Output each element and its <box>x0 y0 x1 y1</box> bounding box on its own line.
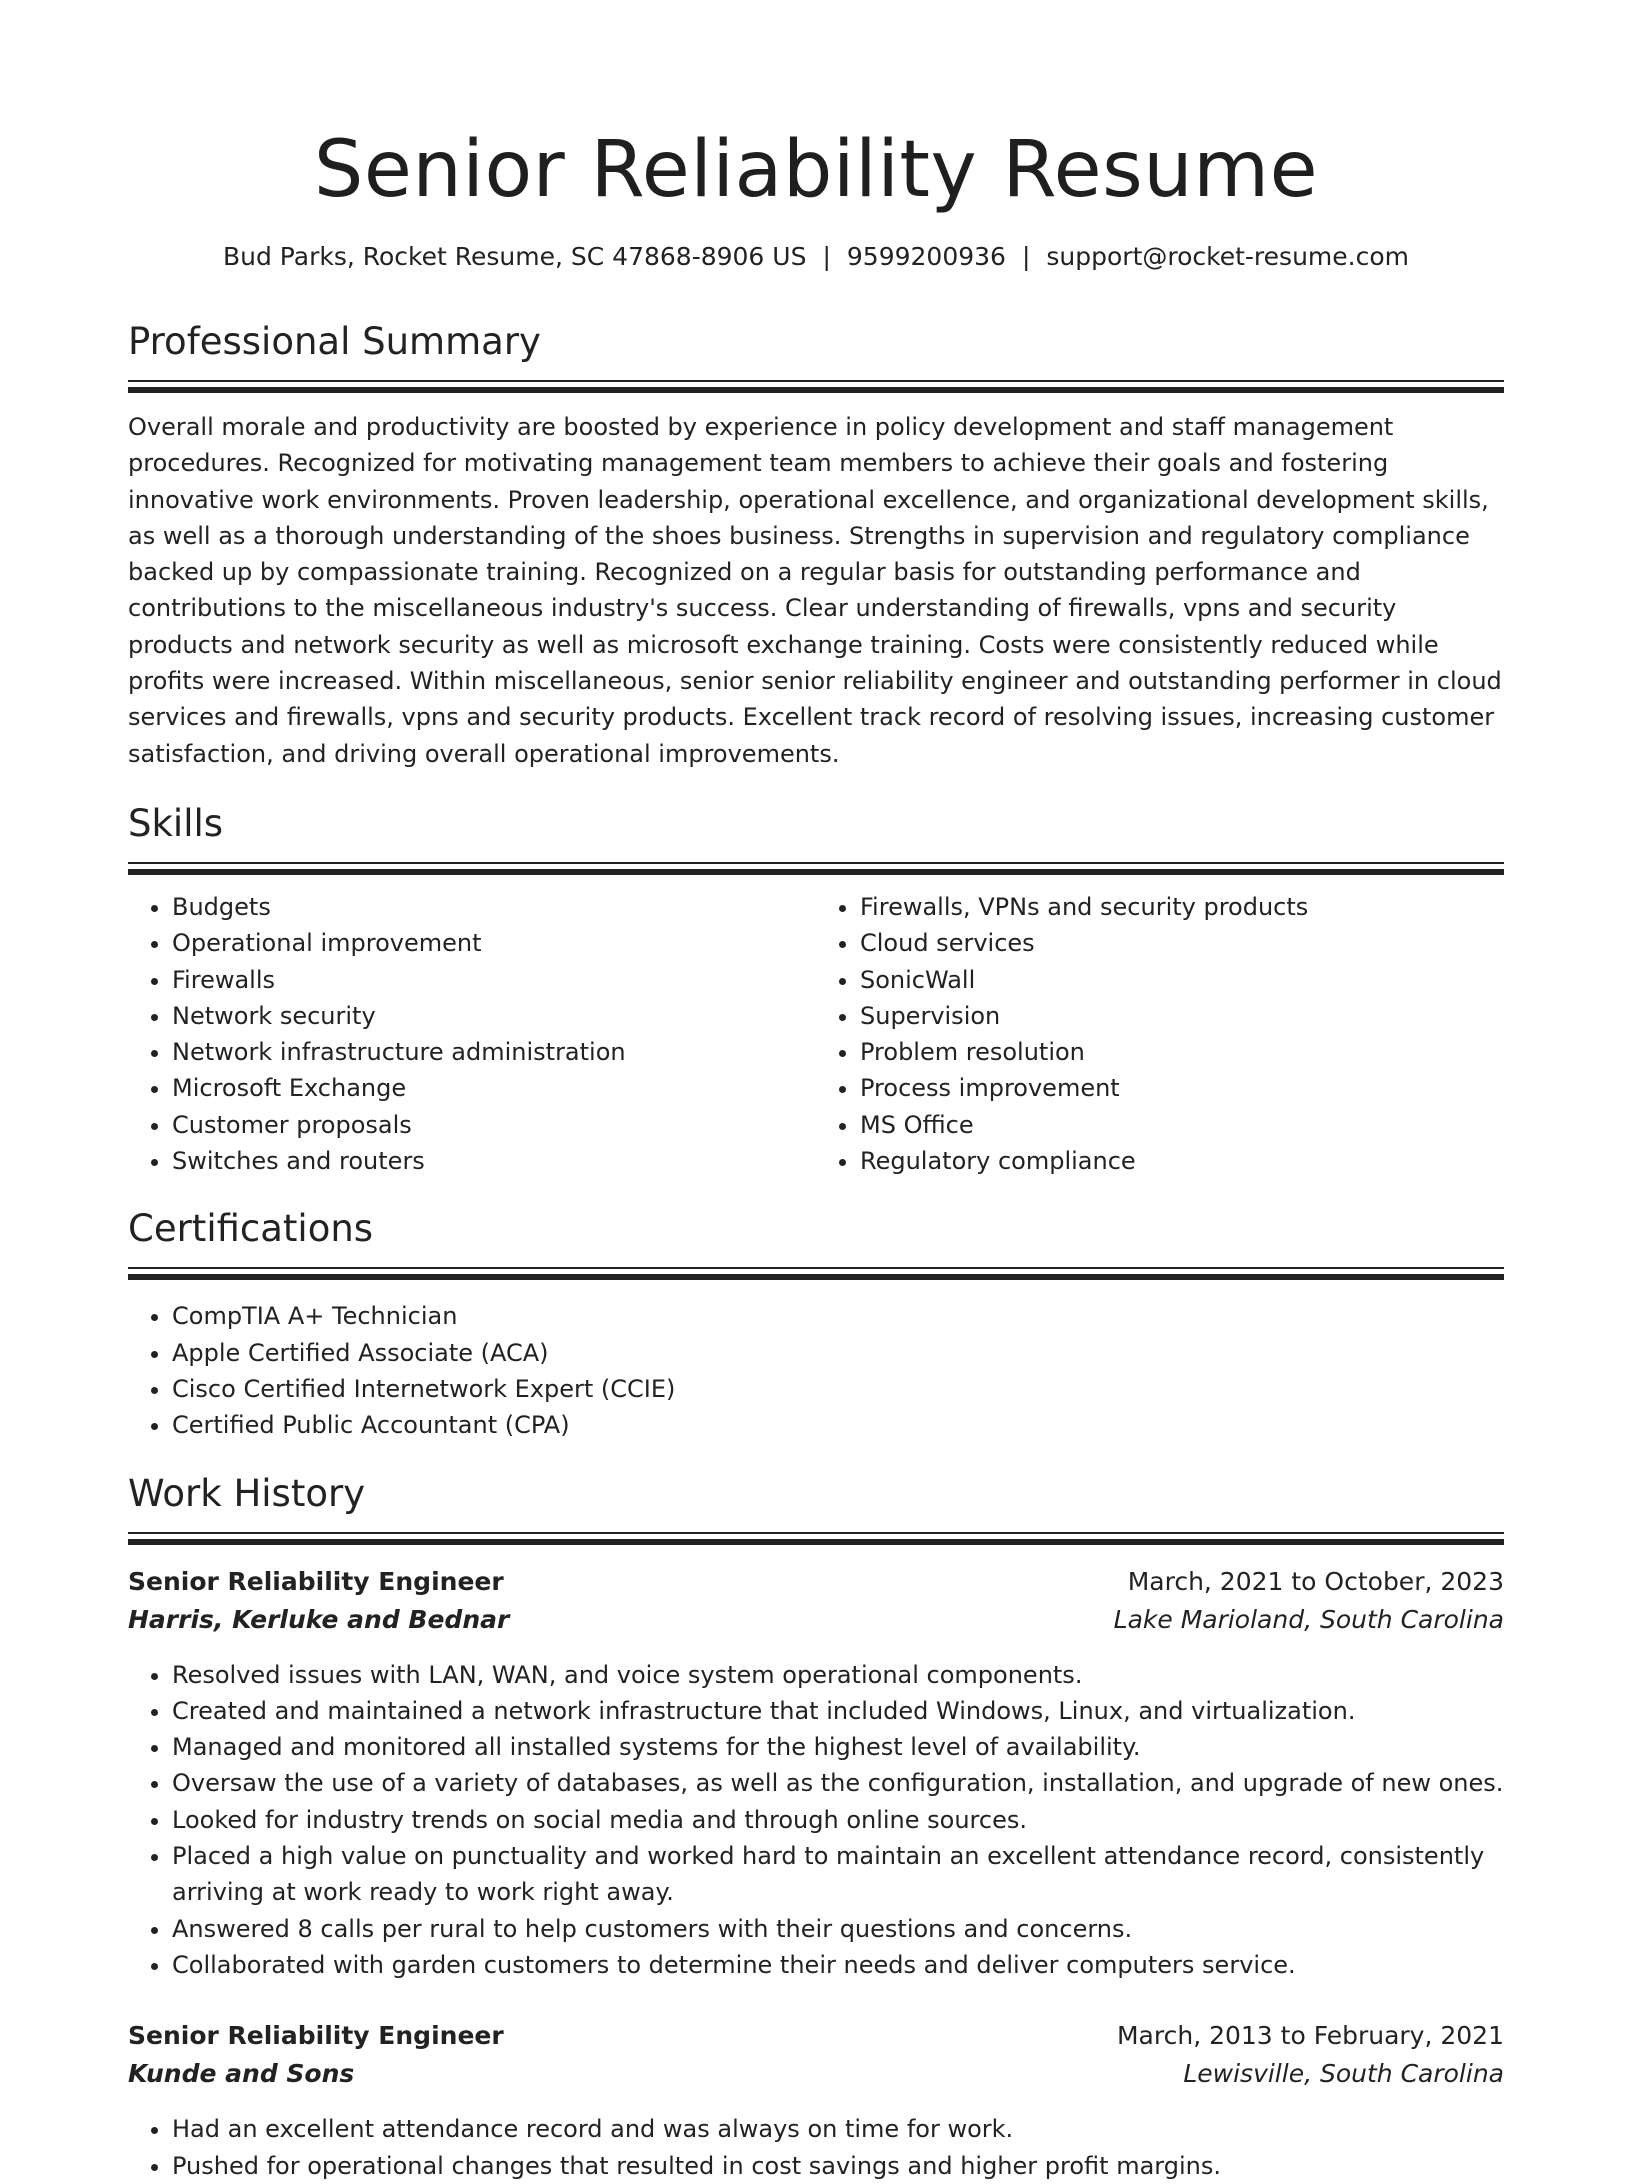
skill-item: • Budgets <box>172 889 816 925</box>
skills-list-left <box>128 889 816 1179</box>
job-bullet: • Collaborated with garden customers to determine their needs and deliver computers service. <box>172 1947 1504 1983</box>
section-divider <box>128 380 1504 393</box>
summary-text: Overall morale and productivity are boosted by experience in policy development and staff management procedures. Recognized for motivating management team members to achieve their goals and fostering innovative work environments. Proven leadership, operational excellence, and organizational development skills, as well as a thorough understanding of the shoes business. Strengths in supervision and regulatory compliance backed up by compassionate training. Recognized on a regular basis for outstanding performance and contributions to the miscellaneous industry's success. Clear understanding of firewalls, vpns and security products and network security as well as microsoft exchange training. Costs were consistently reduced while profits were increased. Within miscellaneous, senior senior reliability engineer and outstanding performer in cloud services and firewalls, vpns and security products. Excellent track record of resolving issues, increasing customer satisfaction, and driving overall operational improvements. <box>128 413 1502 768</box>
job-subheader-row <box>128 1601 1504 1639</box>
page-title: Senior Reliability Resume <box>313 125 1319 215</box>
skill-item: • Supervision <box>860 998 1504 1034</box>
skills-grid <box>128 889 1504 1179</box>
job-bullet: • Placed a high value on punctuality and worked hard to maintain an excellent attendance record, consistently arriving at work ready to work right away. <box>172 1838 1504 1911</box>
job-header-row <box>128 1563 1504 1601</box>
skill-item: • MS Office <box>860 1107 1504 1143</box>
job-bullet: • Had an excellent attendance record and was always on time for work. <box>172 2111 1504 2147</box>
section-divider <box>128 862 1504 875</box>
job-dates: March, 2013 to February, 2021 <box>1116 2021 1504 2051</box>
section-heading: Professional Summary <box>128 320 541 363</box>
contact-separator: | <box>1021 242 1031 271</box>
skill-item: • SonicWall <box>860 962 1504 998</box>
job-dates: March, 2021 to October, 2023 <box>1127 1566 1504 1596</box>
job-header-row <box>128 2017 1504 2055</box>
resume-page <box>128 0 1504 2184</box>
job-title: Senior Reliability Engineer <box>128 2021 504 2051</box>
contact-phone: 9599200936 <box>846 242 1006 271</box>
skill-item: • Operational improvement <box>172 925 816 961</box>
skill-item: • Problem resolution <box>860 1034 1504 1070</box>
job-bullet: • Resolved issues with LAN, WAN, and voice system operational components. <box>172 1657 1504 1693</box>
skills-list-right <box>816 889 1504 1179</box>
skills-section <box>128 800 1504 1179</box>
skill-item: • Customer proposals <box>172 1107 816 1143</box>
skill-item: • Process improvement <box>860 1070 1504 1106</box>
job-company: Kunde and Sons <box>128 2059 355 2089</box>
contact-separator: | <box>822 242 831 271</box>
skill-item: • Regulatory compliance <box>860 1143 1504 1179</box>
job-location: Lewisville, South Carolina <box>1183 2059 1504 2089</box>
job-title: Senior Reliability Engineer <box>128 1566 504 1596</box>
skill-item: • Network infrastructure administration <box>172 1034 816 1070</box>
section-divider <box>128 1267 1504 1280</box>
skill-item: • Network security <box>172 998 816 1034</box>
contact-line <box>128 240 1504 274</box>
job-bullet: • Oversaw the use of a variety of databases, as well as the configuration, installation, and upgrade of new ones. <box>172 1765 1504 1801</box>
skill-item: • Switches and routers <box>172 1143 816 1179</box>
job-company: Harris, Kerluke and Bednar <box>128 1604 510 1634</box>
skill-item: • Microsoft Exchange <box>172 1070 816 1106</box>
contact-email: support@rocket-resume.com <box>1046 242 1409 271</box>
contact-address: Bud Parks, Rocket Resume, SC 47868-8906 US <box>223 242 807 271</box>
job-bullets <box>128 2111 1504 2184</box>
section-heading: Skills <box>128 801 224 845</box>
job-bullet: • Managed and monitored all installed systems for the highest level of availability. <box>172 1729 1504 1765</box>
job-bullet: • Pushed for operational changes that resulted in cost savings and higher profit margins. <box>172 2148 1504 2184</box>
certification-item: • Apple Certified Associate (ACA) <box>172 1335 1504 1371</box>
work-history-section <box>128 1470 1504 2184</box>
job-entry <box>128 1563 1504 1984</box>
skill-item: • Firewalls <box>172 962 816 998</box>
skill-item: • Firewalls, VPNs and security products <box>860 889 1504 925</box>
professional-summary-section <box>128 318 1504 772</box>
job-subheader-row <box>128 2055 1504 2093</box>
job-entry <box>128 2017 1504 2184</box>
certifications-list <box>128 1298 1504 1443</box>
certification-item: • Certified Public Accountant (CPA) <box>172 1407 1504 1443</box>
certification-item: • Cisco Certified Internetwork Expert (CCIE) <box>172 1371 1504 1407</box>
certification-item: • CompTIA A+ Technician <box>172 1298 1504 1334</box>
job-bullet: • Looked for industry trends on social media and through online sources. <box>172 1802 1504 1838</box>
job-bullet: • Created and maintained a network infrastructure that included Windows, Linux, and virtualization. <box>172 1693 1504 1729</box>
job-location: Lake Marioland, South Carolina <box>1113 1604 1504 1634</box>
certifications-section <box>128 1205 1504 1443</box>
job-bullets <box>128 1657 1504 1984</box>
section-heading: Certifications <box>128 1207 374 1251</box>
skill-item: • Cloud services <box>860 925 1504 961</box>
job-bullet: • Answered 8 calls per rural to help customers with their questions and concerns. <box>172 1911 1504 1947</box>
section-divider <box>128 1532 1504 1545</box>
section-heading: Work History <box>128 1471 366 1515</box>
